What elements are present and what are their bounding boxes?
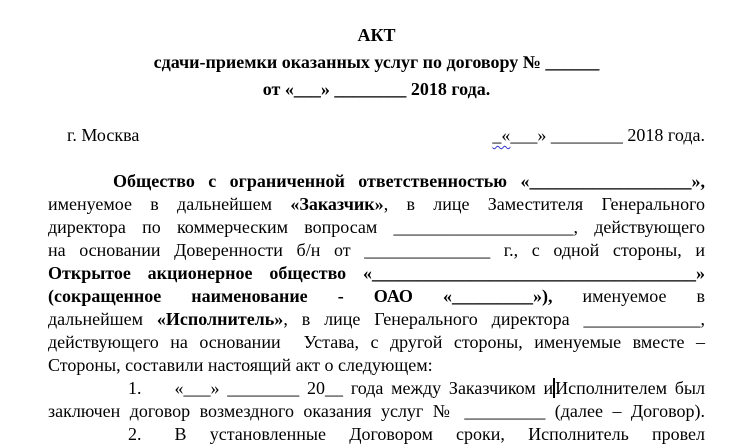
- item2-line-1: [48, 423, 705, 446]
- text-segment: «___» ________ 20__ года между Заказчиком и: [174, 378, 554, 398]
- text-segment: Стороны, составили настоящий акт о следующем:: [48, 355, 433, 375]
- para1-line-6: [48, 285, 705, 308]
- title-line-2: [48, 49, 705, 76]
- text-segment: (сокращенное наименование - ОАО «_________»),: [48, 286, 553, 306]
- text-segment: дальнейшем: [48, 309, 157, 329]
- text-segment: АКТ: [357, 25, 396, 45]
- title-line-1: [48, 22, 705, 49]
- para1-line-7: [48, 308, 705, 331]
- city-date-line: [48, 124, 705, 147]
- text-segment: на основании Доверенности б/н от ______________ г., с одной стороны, и: [48, 240, 705, 260]
- text-segment: 2.: [128, 424, 142, 444]
- para1-line-3: [48, 216, 705, 239]
- item1-line-1: [48, 377, 705, 400]
- text-segment: «Заказчик»: [290, 194, 384, 214]
- date-blank: [492, 124, 705, 147]
- blank-line: [48, 103, 705, 124]
- text-segment: от «___» ________ 2018 года.: [262, 79, 491, 99]
- text-segment: заключен договор возмездного оказания услуг № _________ (далее – Договор).: [48, 401, 705, 421]
- text-segment: , в лице Заместителя Генерального: [383, 194, 705, 214]
- spellcheck-underline: _«: [492, 125, 511, 145]
- text-segment: директора по коммерческим вопросам ____________________, действующего: [48, 217, 705, 237]
- document-body: [48, 170, 705, 446]
- text-segment: Открытое акционерное общество «____________________________________»: [48, 263, 705, 283]
- para1-line-9: [48, 354, 705, 377]
- document-title: [48, 22, 705, 103]
- text-segment: ___» ________ 2018 года.: [510, 125, 705, 145]
- para1-line-1: [48, 170, 705, 193]
- text-segment: именуемое в: [552, 286, 705, 306]
- para1-line-2: [48, 193, 705, 216]
- para1-line-5: [48, 262, 705, 285]
- para1-line-4: [48, 239, 705, 262]
- text-segment: действующего на основании Устава, с другой стороны, именуемые вместе –: [48, 332, 705, 352]
- city-label: г. Москва: [67, 125, 140, 145]
- text-segment: В установленные Договором сроки, Исполнитель провел: [174, 424, 705, 444]
- text-segment: Общество с ограниченной ответственностью «__________________»,: [113, 171, 705, 191]
- text-segment: Исполнителем был: [555, 378, 705, 398]
- blank-line: [48, 147, 705, 170]
- text-segment: , в лице Генерального директора _____________,: [283, 309, 705, 329]
- para1-line-8: [48, 331, 705, 354]
- text-segment: 1.: [128, 378, 142, 398]
- item1-line-2: [48, 400, 705, 423]
- title-line-3: [48, 76, 705, 103]
- text-segment: именуемое в дальнейшем: [48, 194, 291, 214]
- text-segment: сдачи-приемки оказанных услуг по договору № ______: [153, 52, 600, 72]
- text-segment: «Исполнитель»: [156, 309, 284, 329]
